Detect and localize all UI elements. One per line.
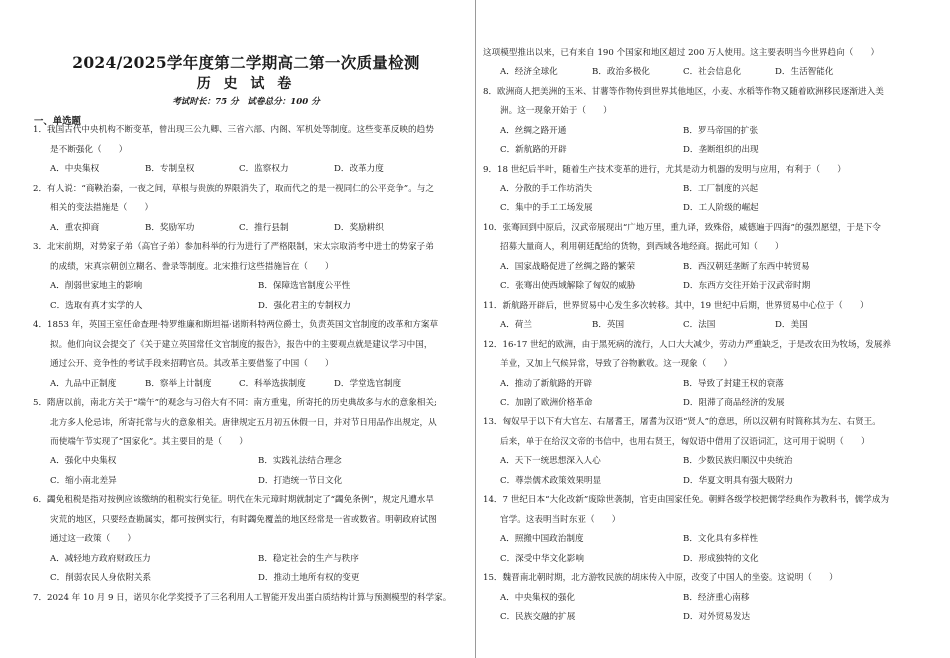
question-text: 12．16-17 世纪的欧洲，由于黑死病的流行，人口大大减少，劳动力严重缺乏，于是改农田为牧场，发展养 <box>483 340 891 350</box>
question-text: 6．蠲免租税是指对按例应该缴纳的租税实行免征。明代在朱元璋时期就制定了“蠲免条例”，规定凡遭水旱 <box>33 495 434 505</box>
question-text: 相关的变法措施是（ ） <box>50 203 154 213</box>
answer-option: A．重农抑商 <box>50 223 100 233</box>
answer-option: D．华夏文明具有强大吸附力 <box>683 476 794 486</box>
answer-option: C．选取有真才实学的人 <box>50 301 143 311</box>
answer-option: B．少数民族归顺汉中央统治 <box>683 456 793 466</box>
column-divider <box>475 0 476 658</box>
question-text: 4．1853 年，英国王室任命查理·特罗维廉和斯坦福·诺斯科特两位爵士，负责英国文官制度的改革和方案草 <box>33 320 439 330</box>
question-text: 7．2024 年 10 月 9 日，诺贝尔化学奖授予了三名利用人工智能开发出蛋白质结构计算与预测模型的科学家。 <box>33 593 452 603</box>
question-text: 5．隋唐以前，南北方关于“端午”的观念与习俗大有不同：南方重鬼，所寄托的历史典故多与水的意象相关; <box>33 398 437 408</box>
answer-option: D．奖励耕织 <box>334 223 384 233</box>
answer-option: D．工人阶级的崛起 <box>683 203 759 213</box>
answer-option: A．经济全球化 <box>500 67 558 77</box>
question-text: 14．7 世纪日本“大化改新”废除世袭制，官吏由国家任免。朝鲜各级学校把儒学经典作为教科书，儒学成为 <box>483 495 890 505</box>
answer-option: C．削弱农民人身依附关系 <box>50 573 152 583</box>
question-text: 羊业，又加上气候异常，导致了谷物歉收。这一现象（ ） <box>500 359 733 369</box>
answer-option: D．打造统一节日文化 <box>258 476 343 486</box>
page-title: 2024/2025学年度第二学期高二第一次质量检测 <box>72 53 420 72</box>
answer-option: C．监察权力 <box>239 164 289 174</box>
answer-option: C．民族交融的扩展 <box>500 612 576 622</box>
answer-option: A．减轻地方政府财政压力 <box>50 554 151 564</box>
question-text: 后来，单于在给汉文帝的书信中，也用右贤王，匈奴语中借用了汉语词汇，这可用于说明（ ） <box>500 437 870 447</box>
answer-option: D．生活智能化 <box>775 67 834 77</box>
answer-option: B．实践礼法结合理念 <box>258 456 342 466</box>
answer-option: C．推行县制 <box>239 223 289 233</box>
answer-option: D．东西方交往开始于汉武帝时期 <box>683 281 811 291</box>
answer-option: A．照搬中国政治制度 <box>500 534 584 544</box>
answer-option: B．专制皇权 <box>145 164 195 174</box>
question-text: 15．魏晋南北朝时期，北方游牧民族的胡床传入中原，改变了中国人的坐姿。这说明（ ） <box>483 573 838 583</box>
answer-option: D．阻滞了商品经济的发展 <box>683 398 785 408</box>
question-text: 的成绩，宋真宗朝创立糊名、誊录等制度。北宋推行这些措施旨在（ ） <box>50 262 334 272</box>
answer-option: A．天下一统思想深入人心 <box>500 456 601 466</box>
answer-option: D．学堂选官制度 <box>334 379 402 389</box>
answer-option: B．奖励军功 <box>145 223 195 233</box>
question-text: 11．新航路开辟后，世界贸易中心发生多次转移。其中，19 世纪中后期，世界贸易中心位于（ ） <box>483 301 869 311</box>
answer-option: B．保障选官制度公平性 <box>258 281 351 291</box>
question-text: 而使端午节实现了“国家化”。其主要目的是（ ） <box>50 437 248 447</box>
question-text: 官学。这表明当时东亚（ ） <box>500 515 621 525</box>
answer-option: A．分散的手工作坊消失 <box>500 184 593 194</box>
answer-option: C．尊崇儒术政策效果明显 <box>500 476 602 486</box>
question-text: 3．北宋前期，对势家子弟（高官子弟）参加科举的行为进行了严格限制，宋太宗取消考中进士的势家子弟 <box>33 242 434 252</box>
answer-option: D．推动土地所有权的变更 <box>258 573 360 583</box>
answer-option: D．美国 <box>775 320 808 330</box>
answer-option: A．中央集权的强化 <box>500 593 575 603</box>
answer-option: C．新航路的开辟 <box>500 145 567 155</box>
question-text: 9．18 世纪后半叶，随着生产技术变革的进行，尤其是动力机器的发明与应用，有利于（ ） <box>483 165 846 175</box>
answer-option: C．社会信息化 <box>683 67 742 77</box>
answer-option: B．工厂制度的兴起 <box>683 184 759 194</box>
answer-option: A．国家战略促进了丝绸之路的繁荣 <box>500 262 636 272</box>
answer-option: A．推动了新航路的开辟 <box>500 379 593 389</box>
question-text: 2．有人说：“商鞅治秦，一夜之间，草根与贵族的界限消失了，取而代之的是一视同仁的公平竞争”。与之 <box>33 184 434 194</box>
answer-option: C．张骞出使西域解除了匈奴的威胁 <box>500 281 636 291</box>
answer-option: A．荷兰 <box>500 320 532 330</box>
answer-option: B．导致了封建王权的衰落 <box>683 379 784 389</box>
question-text: 13．匈奴早于以下有大官左、右屠耆王，屠耆为汉语“贤人”的意思，所以汉朝有时简称其为左、右贤王。 <box>483 417 881 427</box>
answer-option: B．西汉朝廷垄断了东西中转贸易 <box>683 262 810 272</box>
question-text: 洲。这一现象开始于（ ） <box>500 106 612 116</box>
section-heading: 一、单选题 <box>34 116 81 127</box>
answer-option: B．英国 <box>592 320 625 330</box>
question-text: 这项模型推出以来，已有来自 190 个国家和地区超过 200 万人使用。这主要表明当今世界趋向（ ） <box>483 48 880 58</box>
answer-option: D．对外贸易发达 <box>683 612 751 622</box>
answer-option: A．九品中正制度 <box>50 379 117 389</box>
answer-option: B．文化具有多样性 <box>683 534 759 544</box>
question-text: 灾荒的地区，只要经查勘属实，都可按例实行，有时蠲免覆盖的地区经常是一省或数省。明朝政府试图 <box>50 515 437 525</box>
answer-option: C．科举选拔制度 <box>239 379 306 389</box>
answer-option: B．罗马帝国的扩张 <box>683 126 759 136</box>
answer-option: D．形成独特的文化 <box>683 554 759 564</box>
answer-option: C．法国 <box>683 320 716 330</box>
answer-option: C．深受中华文化影响 <box>500 554 584 564</box>
question-text: 通过公开、竞争性的考试手段来招聘官员。其改革主要借鉴了中国（ ） <box>50 359 334 369</box>
answer-option: A．强化中央集权 <box>50 456 117 466</box>
answer-option: B．经济重心南移 <box>683 593 750 603</box>
question-text: 10．张骞回到中原后，汉武帝展现出“广地万里，重九译，致殊俗，威德遍于四海”的强烈愿望，于是下令 <box>483 223 881 233</box>
question-text: 拟。他们向议会提交了《关于建立英国常任文官制度的报告》，报告中的主要观点就是建议学习中国， <box>50 340 433 350</box>
question-text: 1．我国古代中央机构不断变革，曾出现三公九卿、三省六部、内阁、军机处等制度。这些变革反映的趋势 <box>33 125 434 135</box>
answer-option: C．集中的手工工场发展 <box>500 203 593 213</box>
answer-option: D．垄断组织的出现 <box>683 145 759 155</box>
question-text: 招募大量商人，利用朝廷配给的货物，到西域各地经商。据此可知（ ） <box>500 242 784 252</box>
page-subtitle: 历 史 试 卷 <box>196 76 296 92</box>
question-text: 是不断强化（ ） <box>50 145 128 155</box>
question-text: 8．欧洲商人把美洲的玉米、甘薯等作物传到世界其他地区，小麦、水稻等作物又随着欧洲移民逐渐进入美 <box>483 87 884 97</box>
answer-option: D．强化君主的专制权力 <box>258 301 351 311</box>
exam-meta: 考试时长：75 分 试卷总分：100 分 <box>172 97 320 107</box>
answer-option: C．缩小南北差异 <box>50 476 117 486</box>
answer-option: B．稳定社会的生产与秩序 <box>258 554 359 564</box>
answer-option: A．中央集权 <box>50 164 100 174</box>
answer-option: B．政治多极化 <box>592 67 650 77</box>
answer-option: C．加剧了欧洲价格革命 <box>500 398 593 408</box>
question-text: 通过这一政策（ ） <box>50 534 136 544</box>
answer-option: B．察举上计制度 <box>145 379 212 389</box>
answer-option: A．丝绸之路开通 <box>500 126 567 136</box>
answer-option: D．改革力度 <box>334 164 384 174</box>
answer-option: A．削弱世家地主的影响 <box>50 281 143 291</box>
question-text: 北方多人伦忌讳，所寄托常与火的意象相关。唐律规定五月初五休假一日，并对节日用品作出规定，从 <box>50 418 437 428</box>
